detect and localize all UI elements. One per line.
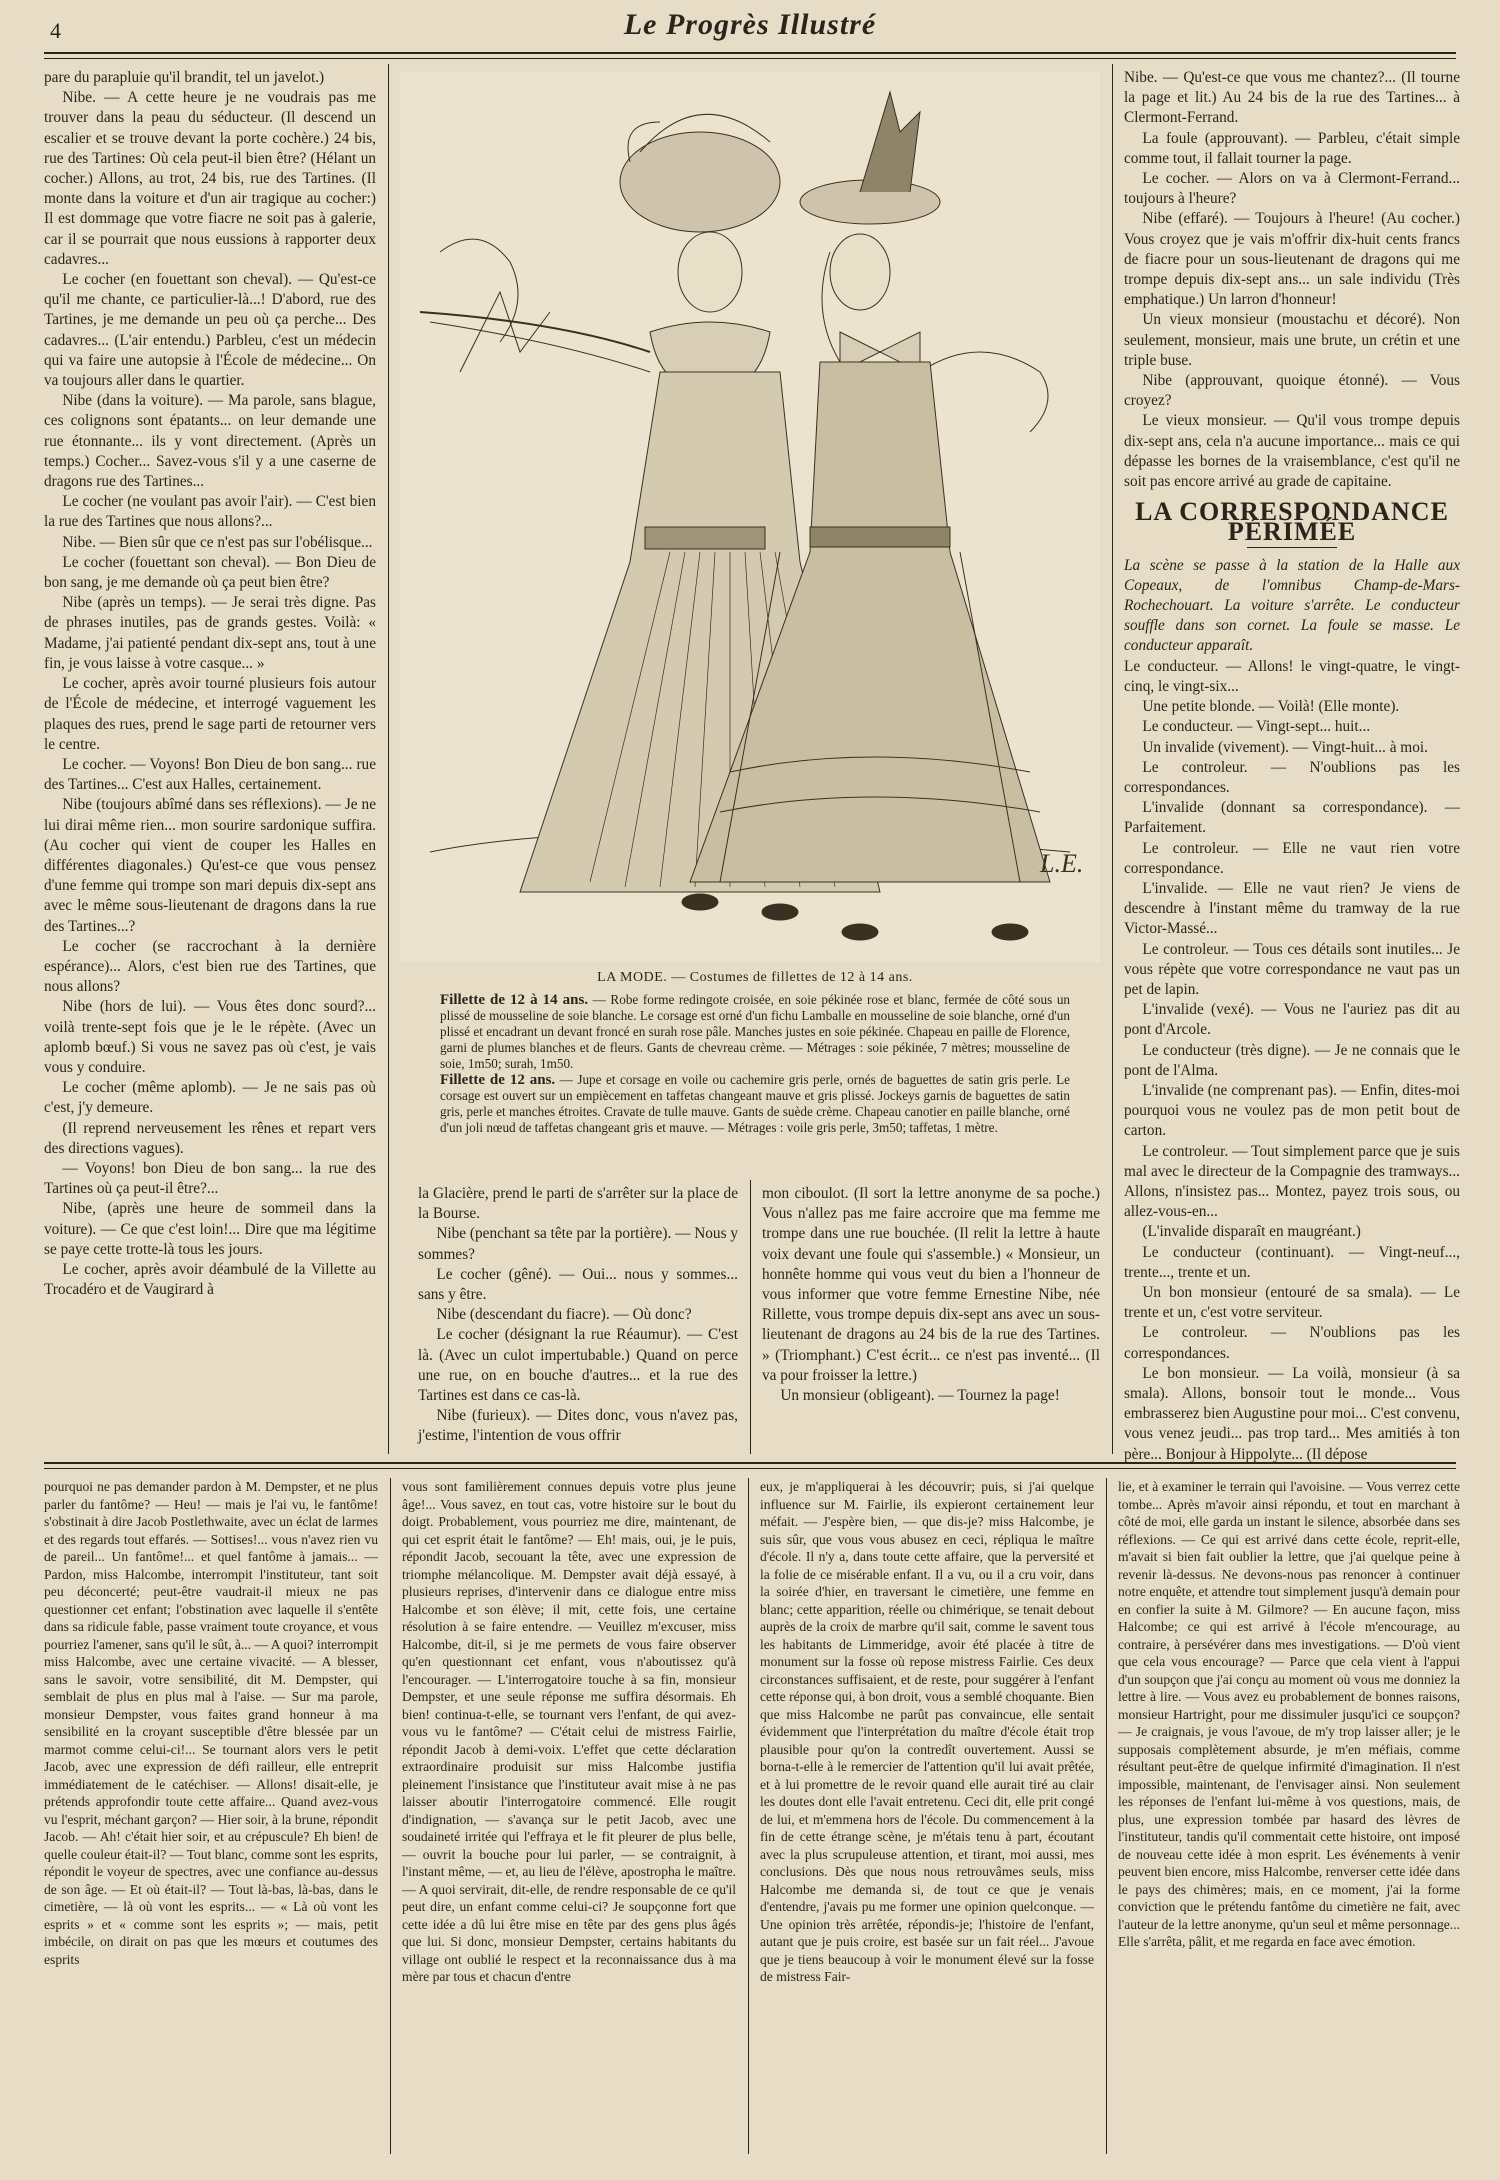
lower-text-3: eux, je m'appliquerai à les découvrir; puis, si j'ai quelque influence sur M. Fairlie, ils expieront certainement leur méfait. — J'espère bien, — que dis-je? miss Halcombe, je suis sûr, que vous vous abusez en ceci, répliqua le maître d'école. Il n'y a, dans toute cette affaire, que la perversité et la folie de ce misérable enfant. Il a vu, ou il a cru voir, dans la soirée d'hier, en traversant le cimetière, une femme en blanc; cette apparition, réelle ou chimérique, se tenait debout auprès de la croix de marbre qu'il sait, comme le savent tous les habitants de Limmeridge, avoir été placée à titre de monument sur la fosse où repose mistress Fairlie. Ces deux circonstances suffisaient, et de reste, pour suggérer à l'enfant cette réponse qui, à bon droit, vous a semblé choquante. Bien que miss Halcombe ne parût pas convaincue, elle sentait évidemment que l'interprétation du maître d'école était trop plausible pour qu'on la contredît ouvertement. Aussi se borna-t-elle à le remercier de l'attention qu'il lui avait prêtée, et à lui promettre de le revoir quand elle aurait tiré au clair les doutes dont elle l'avait entretenu. Ceci dit, elle prit congé de lui, et m'emmena hors de l'école. Du commencement à la fin de cette étrange scène, je m'étais tenu à part, écoutant avec la plus scrupuleuse attention, et tirant, moi aussi, mes conclusions. Dès que nous nous retrouvâmes seuls, miss Halcombe me demanda si, de tout ce que je venais d'entendre, j'avais pu me former une opinion quelconque. — Une opinion très arrêtée, répondis-je; l'histoire de l'enfant, autant que je puis croire, est basée sur un fait réel... J'avoue que je tiens beaucoup à voir le monument élevé sur la fosse de mistress Fair- [760,1479,1094,1984]
paragraph: Le cocher (se raccrochant à la dernière espérance)... Alors, c'est bien rue des Tartines, que nous allons? [44,937,376,996]
paragraph: Le cocher (en fouettant son cheval). — Qu'est-ce qu'il me chante, ce particulier-là...! D'abord, rue des Tartines, je me demande un peu où ça perche... Des cadavres... (L'air entendu.) Parbleu, c'est un médecin qui va faire une autopsie à l'École de médecine... On va toujours aller dans le quartier. [44,271,376,390]
column-divider [388,64,389,1454]
paragraph: Le controleur. — N'oublions pas les correspondances. [1124,1324,1460,1362]
paragraph: Le cocher. — Voyons! Bon Dieu de bon sang... rue des Tartines... C'est aux Halles, certainement. [44,755,376,794]
lower-column-1 [44,1478,378,2150]
paragraph: Nibe (après un temps). — Je serai très digne. Pas de phrases inutiles, pas de grands gestes. Voilà: « Madame, j'ai patienté pendant dix-sept ans, tout à une fin, je vous laisse à votre casque... » [44,594,376,672]
paragraph: La foule (approuvant). — Parbleu, c'était simple comme tout, il fallait tourner la page. [1124,129,1460,167]
paragraph: Nibe. — A cette heure je ne voudrais pas me trouver dans la peau du séducteur. (Il descend un escalier et se trouve devant la porte cochère.) 24 bis, rue des Tartines: Où cela peut-il bien être? (Hélant un cocher.) Allons, au trot, 24 bis, rue des Tartines. (Il monte dans la voiture et d'un air tragique au cocher:) Il est dommage que votre fiacre ne soit pas à galerie, car il se pourrait que nous eussions à rapporter deux cadavres... [44,89,376,268]
caption-paragraph-2 [440,1072,1070,1136]
paragraph: Nibe (toujours abîmé dans ses réflexions). — Je ne lui dirai même rien... mon sourire sardonique suffira. (Au cocher qui vient de couper les Halles en différentes diagonales.) Qu'est-ce que vous pensez d'une femme qui trompe son mari depuis dix-sept ans avec le même sous-lieutenant de dragons dans la rue des Tartines...? [44,796,376,935]
column-divider [1106,1478,1107,2154]
lower-column-3 [760,1478,1094,2150]
paragraph: Le cocher, après avoir déambulé de la Villette au Trocadéro et de Vaugirard à [44,1260,376,1299]
column-mid-1 [418,1184,738,1454]
paragraph: Le vieux monsieur. — Qu'il vous trompe depuis dix-sept ans, cela n'a aucune importance... mais ce qui dépasse les bornes de la vraisemblance, c'est qu'il ne soit pas encore arrivé au grade de capitaine. [1124,412,1460,491]
column-1 [44,68,376,1448]
paragraph: Le cocher (fouettant son cheval). — Bon Dieu de bon sang, je me demande où ça peut bien être? [44,553,376,592]
caption-heading-2: Fillette de 12 ans. [440,1072,556,1088]
section-intro: La scène se passe à la station de la Halle aux Copeaux, de l'omnibus Champ-de-Mars-Rochechouart. La voiture s'arrête. Le conducteur souffle dans son cornet. La foule se masse. Le conducteur apparaît. [1124,556,1460,655]
paragraph: Le cocher, après avoir tourné plusieurs fois autour de l'École de médecine, et interrogé vaguement les plaques des rues, prend le sage parti de retourner vers le centre. [44,675,376,753]
paragraph: Le conducteur. — Vingt-sept... huit... [1142,718,1371,736]
top-rule-thin [44,58,1456,59]
column-4 [1124,68,1460,1463]
paragraph: Une petite blonde. — Voilà! (Elle monte). [1142,698,1400,716]
paragraph: Nibe (descendant du fiacre). — Où donc? [436,1306,692,1324]
paragraph: Le conducteur (très digne). — Je ne connais que le pont de l'Alma. [1124,1041,1460,1079]
middle-rule-thin [44,1468,1456,1469]
lower-text-2: vous sont familièrement connues depuis votre plus jeune âge!... Vous savez, en tout cas, votre histoire sur le bout du doigt. Probablement, vous pourriez me dire, maintenant, de qui cet esprit était le fantôme? — Eh! mais, oui, je le puis, répondit Jacob, secouant la tête, avec une expression de triomphe mélancolique. M. Dempster avait déjà essayé, à plusieurs reprises, d'intervenir dans ce dialogue entre miss Halcombe et son élève; il mit, cette fois, une certaine résolution à se faire entendre. — Veuillez m'excuser, miss Halcombe, dit-il, si je me permets de vous faire observer qu'en questionnant cet enfant, vous n'aboutissez qu'à l'encourager. — L'interrogatoire touche à sa fin, monsieur Dempster, et une seule réponse me suffira désormais. Eh bien! continua-t-elle, se tournant vers l'enfant, de qui avez-vous vu le fantôme? — C'était celui de mistress Fairlie, répondit Jacob à demi-voix. L'effet que cette déclaration extraordinaire produisit sur miss Halcombe justifia pleinement l'insistance que l'instituteur avait mise à ne pas laisser aboutir l'interrogatoire commencé. Elle rougit d'indignation, — s'avança sur le petit Jacob, avec une soudaineté irritée qui l'effraya et le fit pleurer de plus belle, — ouvrit la bouche pour lui parler, — se contraignit, à l'instant même, — et, au lieu de l'élève, apostropha le maître. — A quoi servirait, dit-elle, de rendre responsable de ce qu'il peut dire, un enfant comme celui-ci? Je soupçonne fort que cette idée a dû lui être mise en tête par des gens plus âgés que lui. Si donc, monsieur Dempster, certains habitants du village ont oublié le respect et la reconnaissance dus à ma mère par tous et chacun d'entre [402,1479,736,1984]
top-rule [44,52,1456,54]
paragraph: — Voyons! bon Dieu de bon sang... la rue des Tartines où ça peut-il être?... [44,1159,376,1198]
lower-column-4 [1118,1478,1460,2150]
paragraph: Un monsieur (obligeant). — Tournez la page! [780,1387,1060,1405]
lower-column-2 [402,1478,736,2150]
paragraph: Nibe, (après une heure de sommeil dans la voiture). — Ce que c'est loin!... Dire que ma légitime se paye cette trotte-là tous les jours. [44,1200,376,1258]
paragraph: Le conducteur. — Allons! le vingt-quatre, le vingt-cinq, le vingt-six... [1124,657,1460,695]
paragraph: L'invalide (vexé). — Vous ne l'auriez pas dit au pont d'Arcole. [1124,1001,1460,1039]
illustration-caption [440,970,1070,1136]
paragraph: Le cocher (désignant la rue Réaumur). — C'est là. (Avec un culot impertubable.) Quand on perce une rue, on en bouche d'autres... et la rue des Tartines est dans ce cas-là. [418,1326,738,1405]
two-girls-engraving [400,72,1100,962]
middle-rule [44,1462,1456,1464]
paragraph: Le controleur. — Elle ne vaut rien votre correspondance. [1124,839,1460,877]
paragraph: L'invalide (donnant sa correspondance). — Parfaitement. [1124,799,1460,837]
column-divider [1112,64,1113,1454]
column-divider [748,1478,749,2154]
caption-title: LA MODE. — Costumes de fillettes de 12 à 14 ans. [597,970,913,985]
paragraph: Le cocher (ne voulant pas avoir l'air). — C'est bien la rue des Tartines que nous allons?... [44,493,376,531]
page-number: 4 [50,18,61,43]
paragraph: Le cocher. — Alors on va à Clermont-Ferrand... toujours à l'heure? [1124,170,1460,208]
paragraph: Nibe. — Bien sûr que ce n'est pas sur l'obélisque... [62,533,373,551]
masthead-title: Le Progrès Illustré [623,8,877,41]
paragraph: Nibe (furieux). — Dites donc, vous n'avez pas, j'estime, l'intention de vous offrir [418,1407,738,1445]
paragraph: Nibe (approuvant, quoique étonné). — Vous croyez? [1124,372,1460,410]
column-divider [390,1478,391,2154]
paragraph: Nibe (penchant sa tête par la portière). — Nous y sommes? [418,1225,738,1263]
illustrator-signature: L.E. [1040,849,1084,878]
paragraph: mon ciboulot. (Il sort la lettre anonyme de sa poche.) Vous n'allez pas me faire accroire que ma femme me trompe dans une rue bouchée. (Il relit la lettre à haute voix devant une foule qui s'assemble.) « Monsieur, un honnête homme qui vous veut du bien a l'honneur de vous informer que votre femme Ernestine Nibe, née Rillette, vous trompe depuis dix-sept ans avec un sous-lieutenant de dragons au 24 bis de la rue des Tartines. » (Triomphant.) C'est écrit... ce n'est pas inventé... (Il va pour froisser la lettre.) [762,1185,1100,1384]
section-rule [1247,547,1337,548]
paragraph: Nibe (hors de lui). — Vous êtes donc sourd?... voilà trente-sept fois que je le le répète. (Avec un aplomb bœuf.) Si vous ne savez pas où c'est, je vais vous y conduire. [44,998,376,1076]
column-mid-2 [762,1184,1100,1454]
section-title: LA CORRESPONDANCE PÉRIMÉE [1135,497,1449,547]
caption-heading-1: Fillette de 12 à 14 ans. [440,992,589,1008]
paragraph: Le conducteur (continuant). — Vingt-neuf..., trente..., trente et un. [1124,1243,1460,1281]
paragraph: (Il reprend nerveusement les rênes et repart vers des directions vagues). [44,1119,376,1157]
caption-paragraph-1 [440,992,1070,1072]
column-divider [750,1180,751,1454]
paragraph: Le cocher (gêné). — Oui... nous y sommes... sans y être. [418,1265,738,1304]
lower-text-1: pourquoi ne pas demander pardon à M. Dempster, et ne plus parler du fantôme? — Heu! — mais je l'ai vu, le fantôme! s'obstinait à dire Jacob Postlethwaite, avec un éclat de larmes et des regards tout effarés. — Sottises!... vous n'avez rien vu de pareil... Un fantôme!... et quel fantôme à jamais... — Pardon, miss Halcombe, interrompit l'instituteur, tant soit peu déconcerté; peut-être vaudrait-il mieux ne pas questionner cet enfant; l'obstination avec laquelle il s'entête dans sa ridicule fable, passe vraiment toute croyance, et vous pourriez l'amener, sans qu'il le sût, à... — A quoi? interrompit miss Halcombe, avec une certaine vivacité. — A blesser, sans le savoir, votre sensibilité, dit M. Dempster, qui semblait de plus en plus mal à l'aise. — Sur ma parole, monsieur Dempster, vous faites grand honneur à ma sensibilité en la croyant susceptible d'être blessée par un marmot comme celui-ci!... Se tournant alors vers le petit Jacob, avec une expression de défi railleur, elle entreprit immédiatement de le catéchiser. — Allons! disait-elle, je prétends approfondir toute cette affaire... Quand avez-vous vu l'esprit, méchant garçon? — Hier soir, à la brune, répondit Jacob. — Ah! c'était hier soir, et au crépuscule? Eh bien! de quelle couleur était-il? — Tout blanc, comme sont les esprits, répondit le voyeur de spectres, avec une confiance au-dessus de son âge. — Et où était-il? — Tout là-bas, là-bas, dans le cimetière, — là où vont les esprits... — « Là où vont les esprits » et « comme sont les esprits »; — mais, petit imbécile, on dirait on pas que les mœurs et coutumes des esprits [44,1479,378,1967]
caption-text-1: — Robe forme redingote croisée, en soie pékinée rose et blanc, fermée de côté sous un plissé de mousseline de soie blanche. Le corsage est orné d'un fichu Lamballe en mousseline de soie blanche, orné d'un plissé et encadrant un devant froncé en surah rose pâle. Manches justes en soie pékinée. Chapeau en paille de Florence, garni de plumes blanches et de fleurs. Gants de chevreau crème. — Métrages : soie pékinée, 7 mètres; mousseline de soie, 1m50; surah, 1m50. [440,992,1071,1071]
paragraph: Nibe. — Qu'est-ce que vous me chantez?... (Il tourne la page et lit.) Au 24 bis de la rue des Tartines... à Clermont-Ferrand. [1124,69,1460,127]
paragraph: Le controleur. — Tout simplement parce que je suis mal avec le directeur de la Compagnie des tramways... Allons, n'insistez pas... Montez, payez trois sous, ou allez-vous-en... [1124,1142,1460,1221]
paragraph: pare du parapluie qu'il brandit, tel un javelot.) [44,69,325,86]
paragraph: Le controleur. — Tous ces détails sont inutiles... Je vous répète que votre correspondance ne vaut pas un pet de lapin. [1124,940,1460,998]
caption-text-2: — Jupe et corsage en voile ou cachemire gris perle, ornés de baguettes de satin gris perle. Le corsage est ouvert sur un empiècement en taffetas changeant mauve et gris plissé. Jockeys garnis de baguettes de satin gris, perle et manches étroites. Cravate de tulle mauve. Gants de suède crème. Chapeau canotier en paille blanche, orné d'un joli nœud de taffetas changeant gris et mauve. — Métrages : voile gris perle, 3m50; taffetas, 1 mètre. [440,1072,1070,1135]
paragraph: Le cocher (même aplomb). — Je ne sais pas où c'est, j'y demeure. [44,1079,376,1117]
paragraph: L'invalide (ne comprenant pas). — Enfin, dites-moi pourquoi vous ne voulez pas de mon petit bout de carton. [1124,1081,1460,1140]
paragraph: L'invalide. — Elle ne vaut rien? Je viens de descendre à l'instant même du tramway de la rue Victor-Massé... [1124,879,1460,938]
paragraph: Nibe (dans la voiture). — Ma parole, sans blague, ces colignons sont épatants... on leur demande une rue étonnante... ils y vont directement. (Après un temps.) Cocher... Savez-vous s'il y a une caserne de dragons rue des Tartines... [44,392,376,491]
paragraph: la Glacière, prend le parti de s'arrêter sur la place de la Bourse. [418,1185,738,1223]
paragraph: Le controleur. — N'oublions pas les correspondances. [1124,758,1460,796]
paragraph: Un invalide (vivement). — Vingt-huit... à moi. [1142,738,1428,756]
paragraph: Nibe (effaré). — Toujours à l'heure! (Au cocher.) Vous croyez que je vais m'offrir dix-huit cents francs de fiacre pour un sous-lieutenant de dragons qui me trompe depuis dix-sept ans... un sale individu (Très emphatique.) Un larron d'honneur! [1124,210,1460,309]
paragraph: Un vieux monsieur (moustachu et décoré). Non seulement, monsieur, mais une brute, un crétin et une triple buse. [1124,311,1460,369]
paragraph: Le bon monsieur. — La voilà, monsieur (à sa smala). Allons, bonsoir tout le monde... Vous embrasserez bien Augustine pour moi... C'est convenu, vous venez jeudi... pas trop tard... Mes amitiés à ton père... Bonjour à Hippolyte... (Il dépose [1124,1364,1460,1463]
paragraph: Un bon monsieur (entouré de sa smala). — Le trente et un, c'est votre serviteur. [1124,1283,1460,1322]
fashion-illustration [400,72,1100,962]
paragraph: (L'invalide disparaît en maugréant.) [1142,1223,1361,1241]
lower-text-4: lie, et à examiner le terrain qui l'avoisine. — Vous verrez cette tombe... Après m'avoir ainsi répondu, et tout en marchant à côté de moi, elle garda un instant le silence, absorbée dans ses réflexions. — Ce qui est arrivé dans cette école, reprit-elle, m'avait si bien fait oublier la lettre, que j'ai quelque peine à revenir là-dessus. Ne devons-nous pas renoncer à continuer notre enquête, et attendre tout simplement jusqu'à demain pour en confier la suite à M. Gilmore? — En aucune façon, miss Halcombe; ce qui est arrivé à l'école m'encourage, au contraire, à persévérer dans mes investigations. — D'où vient que cela vous encourage? — Parce que cela vient à l'appui d'un soupçon que j'ai conçu au moment où vous me donniez la lettre à lire. — Vous avez eu probablement de bonnes raisons, monsieur Hartright, pour me dissimuler jusqu'ici ce soupçon? — Je craignais, je vous l'avoue, de m'y trop laisser aller; je le supposais complètement absurde, je m'en méfiais, comme résultant peut-être de quelque infirmité d'imagination. Il n'est impossible, maintenant, de l'envisager ainsi. Non seulement les réponses de l'enfant lui-même à vos questions, mais, de plus, une expression tombée par hasard des lèvres de l'instituteur, tandis qu'il commentait cette histoire, ont imposé de nouveau cette idée à mon esprit. Les événements à venir peuvent bien encore, miss Halcombe, renverser cette idée dans le pays des chimères; mais, en ce moment, j'ai la forme conviction que le prétendu fantôme du cimetière ne fait, avec l'auteur de la lettre anonyme, qu'un seul et même personnage... Elle s'arrêta, pâlit, et me regarda en face avec émotion. [1118,1479,1460,1949]
